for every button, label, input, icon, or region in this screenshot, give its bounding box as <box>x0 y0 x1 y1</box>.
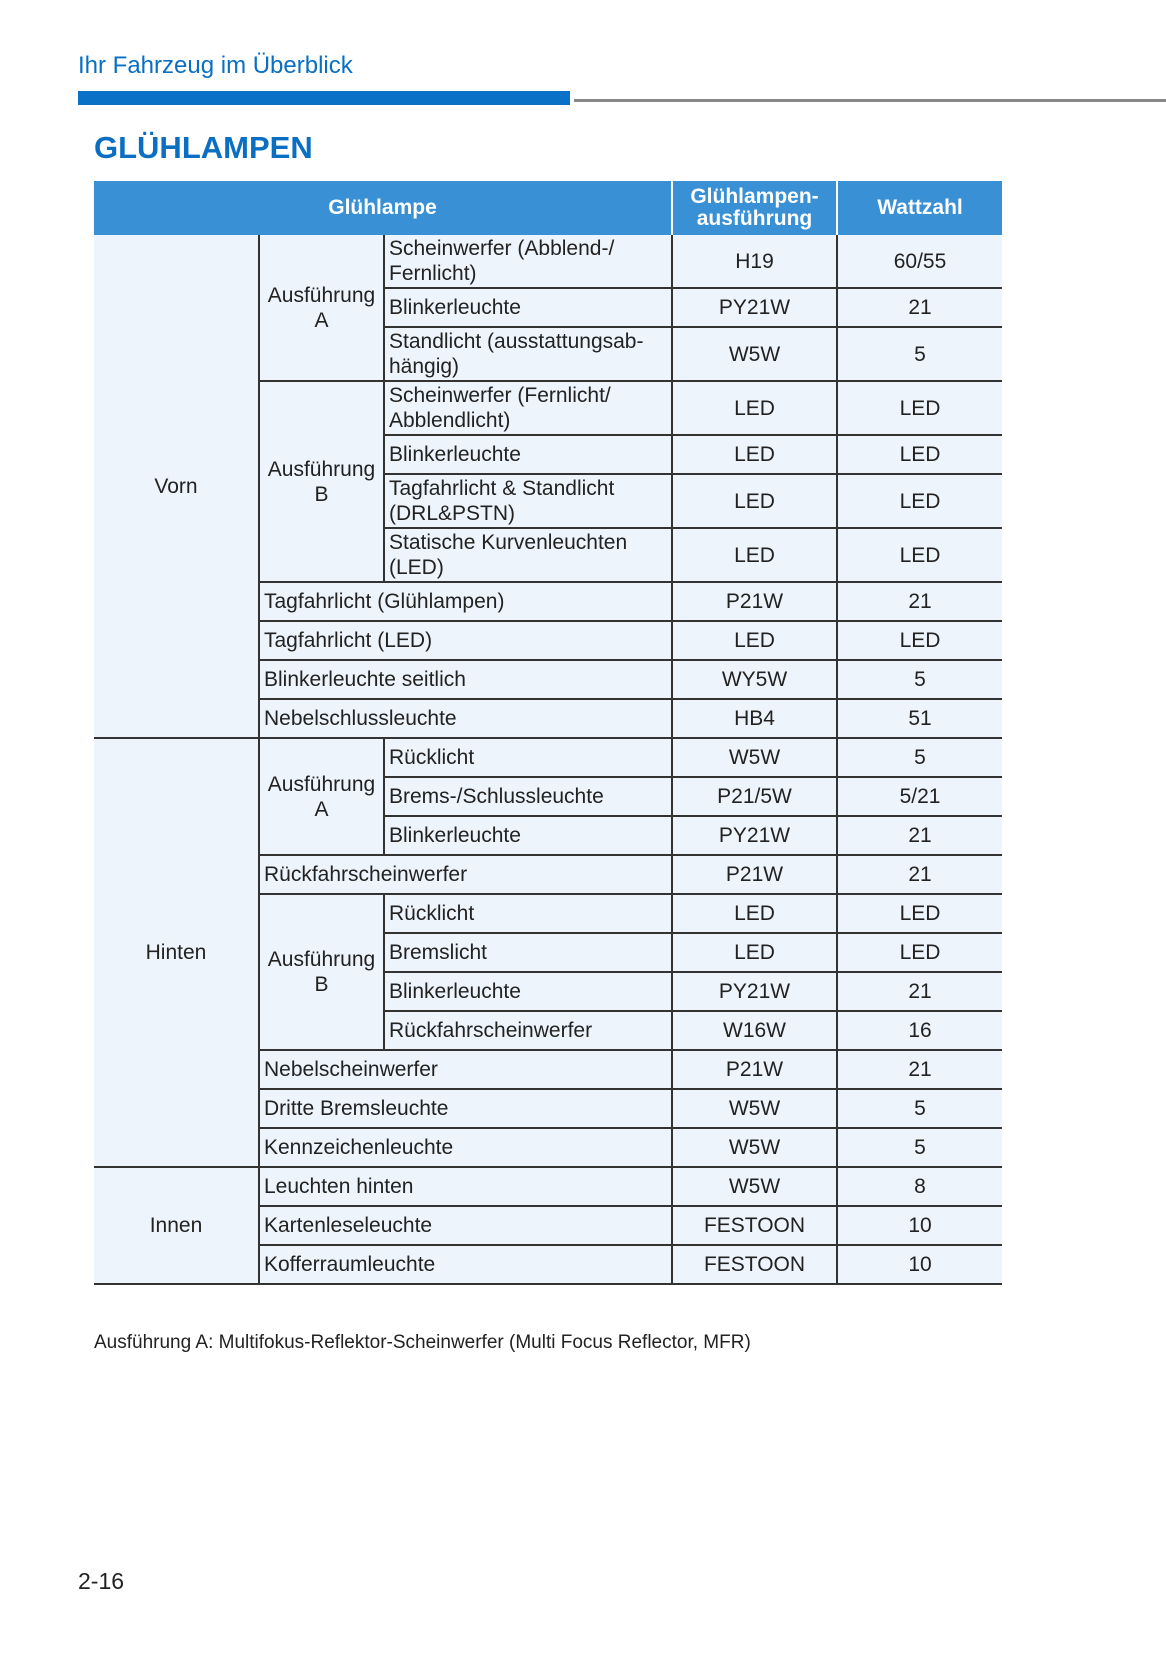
footnote: Ausführung A: Multifokus-Reflektor-Scheinwerfer (Multi Focus Reflector, MFR) <box>94 1332 751 1353</box>
bulb-name: Kartenleseleuchte <box>259 1206 672 1245</box>
wattage: LED <box>837 933 1002 972</box>
bulb-name: Statische Kurvenleuchten (LED) <box>384 528 672 582</box>
bulb-type: FESTOON <box>672 1206 837 1245</box>
bulb-type: LED <box>672 621 837 660</box>
bulb-name: Brems-/Schlussleuchte <box>384 777 672 816</box>
bulb-type: P21/5W <box>672 777 837 816</box>
bulb-type: W16W <box>672 1011 837 1050</box>
bulb-type: PY21W <box>672 288 837 327</box>
bulb-type: PY21W <box>672 972 837 1011</box>
wattage: 8 <box>837 1167 1002 1206</box>
bulb-type: LED <box>672 933 837 972</box>
section-label: Vorn <box>94 235 259 738</box>
wattage: 10 <box>837 1245 1002 1284</box>
wattage: 21 <box>837 288 1002 327</box>
bulb-name: Tagfahrlicht & Standlicht (DRL&PSTN) <box>384 474 672 528</box>
bulb-name: Rücklicht <box>384 738 672 777</box>
bulb-name: Standlicht (ausstattungsab-hängig) <box>384 327 672 381</box>
bulb-name: Kennzeichenleuchte <box>259 1128 672 1167</box>
wattage: 21 <box>837 1050 1002 1089</box>
variant-label: Ausführung A <box>259 235 384 381</box>
section-label: Hinten <box>94 738 259 1167</box>
wattage: 21 <box>837 855 1002 894</box>
bulb-type: FESTOON <box>672 1245 837 1284</box>
page-title: GLÜHLAMPEN <box>94 130 313 165</box>
bulb-name: Blinkerleuchte seitlich <box>259 660 672 699</box>
wattage: LED <box>837 528 1002 582</box>
variant-label: Ausführung B <box>259 894 384 1050</box>
bulb-type: PY21W <box>672 816 837 855</box>
bulb-name: Tagfahrlicht (Glühlampen) <box>259 582 672 621</box>
wattage: 10 <box>837 1206 1002 1245</box>
bulb-name: Bremslicht <box>384 933 672 972</box>
variant-label: Ausführung A <box>259 738 384 855</box>
wattage: 21 <box>837 816 1002 855</box>
header-bar <box>78 91 570 105</box>
bulb-type: HB4 <box>672 699 837 738</box>
bulb-type: W5W <box>672 1128 837 1167</box>
bulb-type: W5W <box>672 327 837 381</box>
wattage: LED <box>837 894 1002 933</box>
bulb-name: Blinkerleuchte <box>384 435 672 474</box>
bulb-name: Blinkerleuchte <box>384 972 672 1011</box>
wattage: 21 <box>837 972 1002 1011</box>
bulb-name: Tagfahrlicht (LED) <box>259 621 672 660</box>
bulb-type: H19 <box>672 235 837 288</box>
wattage: LED <box>837 621 1002 660</box>
col-header-bulb: Glühlampe <box>94 181 672 235</box>
section-label: Innen <box>94 1167 259 1284</box>
wattage: 21 <box>837 582 1002 621</box>
bulb-type: LED <box>672 381 837 435</box>
bulb-type: LED <box>672 894 837 933</box>
wattage: LED <box>837 435 1002 474</box>
wattage: 5 <box>837 1128 1002 1167</box>
table-row <box>94 235 1002 288</box>
wattage: 51 <box>837 699 1002 738</box>
wattage: 5 <box>837 660 1002 699</box>
bulb-name: Blinkerleuchte <box>384 816 672 855</box>
bulb-name: Blinkerleuchte <box>384 288 672 327</box>
variant-label: Ausführung B <box>259 381 384 582</box>
bulb-name: Dritte Bremsleuchte <box>259 1089 672 1128</box>
bulb-type: WY5W <box>672 660 837 699</box>
bulb-name: Leuchten hinten <box>259 1167 672 1206</box>
wattage: 60/55 <box>837 235 1002 288</box>
wattage: 16 <box>837 1011 1002 1050</box>
wattage: 5 <box>837 1089 1002 1128</box>
bulb-type: W5W <box>672 1089 837 1128</box>
header-rule <box>574 99 1166 102</box>
col-header-wattage: Wattzahl <box>837 181 1002 235</box>
wattage: 5/21 <box>837 777 1002 816</box>
bulb-type: P21W <box>672 855 837 894</box>
section-header: Ihr Fahrzeug im Überblick <box>78 52 353 79</box>
bulb-type: P21W <box>672 1050 837 1089</box>
bulb-table <box>94 181 1002 1285</box>
bulb-type: W5W <box>672 738 837 777</box>
table-row <box>94 1167 1002 1206</box>
wattage: LED <box>837 381 1002 435</box>
bulb-type: P21W <box>672 582 837 621</box>
bulb-type: LED <box>672 474 837 528</box>
bulb-type: LED <box>672 435 837 474</box>
page-number: 2-16 <box>78 1568 125 1594</box>
bulb-name: Nebelscheinwerfer <box>259 1050 672 1089</box>
bulb-name: Nebelschlussleuchte <box>259 699 672 738</box>
bulb-name: Scheinwerfer (Abblend-/ Fernlicht) <box>384 235 672 288</box>
bulb-name: Scheinwerfer (Fernlicht/ Abblendlicht) <box>384 381 672 435</box>
bulb-name: Rückfahrscheinwerfer <box>259 855 672 894</box>
bulb-type: LED <box>672 528 837 582</box>
wattage: 5 <box>837 327 1002 381</box>
wattage: LED <box>837 474 1002 528</box>
col-header-type: Glühlampen-ausführung <box>672 181 837 235</box>
bulb-type: W5W <box>672 1167 837 1206</box>
bulb-name: Rückfahrscheinwerfer <box>384 1011 672 1050</box>
bulb-name: Rücklicht <box>384 894 672 933</box>
table-row <box>94 738 1002 777</box>
bulb-name: Kofferraumleuchte <box>259 1245 672 1284</box>
wattage: 5 <box>837 738 1002 777</box>
